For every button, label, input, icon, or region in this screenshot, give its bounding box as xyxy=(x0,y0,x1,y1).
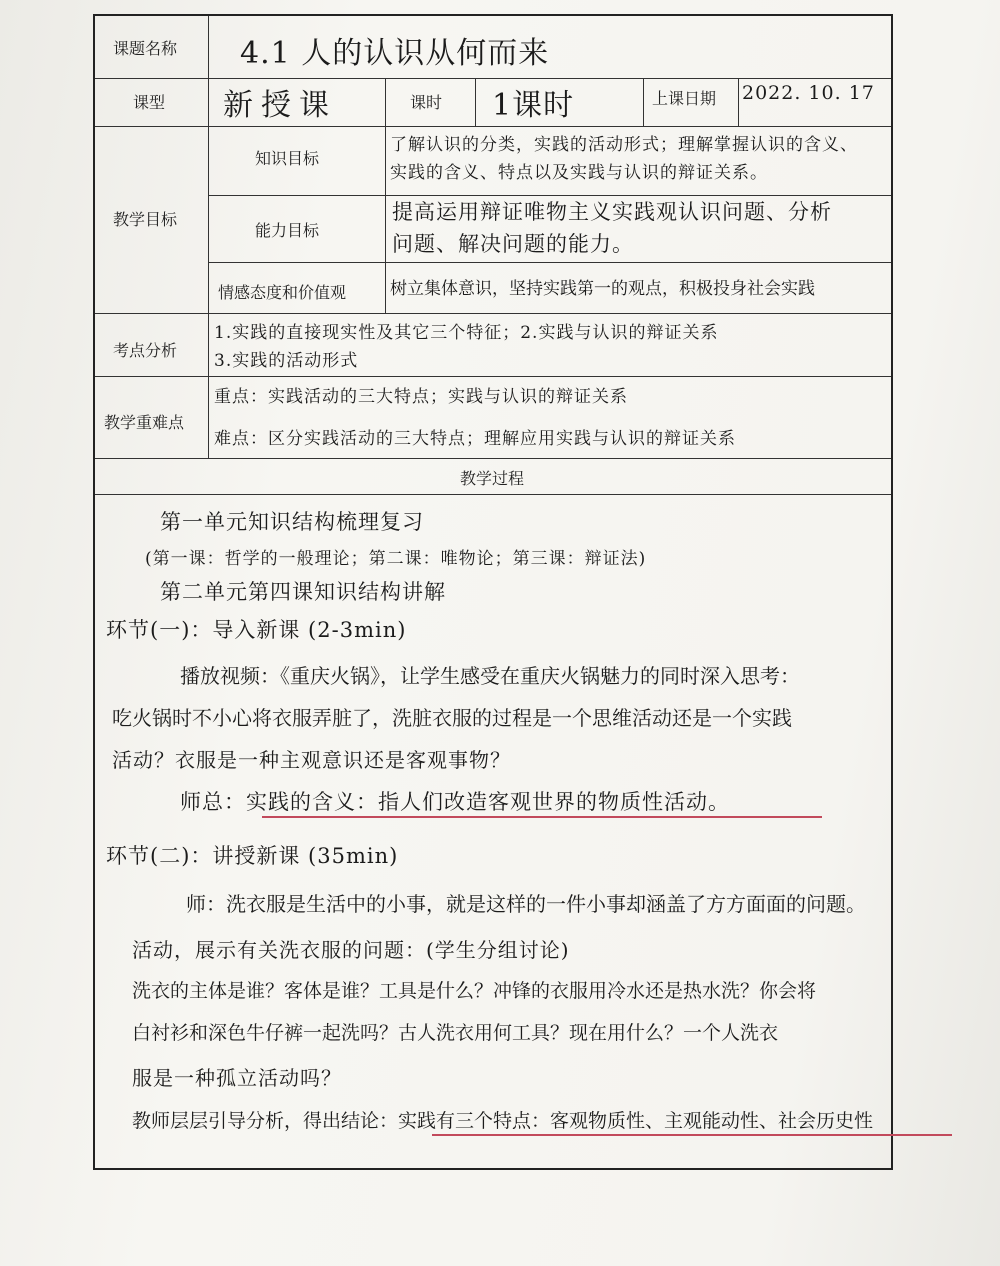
ability-label: 能力目标 xyxy=(255,221,320,240)
emotion-label: 情感态度和价值观 xyxy=(218,283,347,302)
knowledge-line-1: 了解认识的分类，实践的活动形式；理解掌握认识的含义、 xyxy=(390,135,858,155)
column-divider xyxy=(208,16,209,458)
row-divider xyxy=(95,78,891,79)
hours-value: 1课时 xyxy=(492,88,575,123)
column-divider xyxy=(643,78,644,126)
process-line: 服是一种孤立活动吗？ xyxy=(132,1066,342,1090)
highlight-underline xyxy=(262,816,822,818)
ability-line-2: 问题、解决问题的能力。 xyxy=(392,232,634,256)
knowledge-label: 知识目标 xyxy=(255,149,320,168)
process-line: 播放视频：《重庆火锅》，让学生感受在重庆火锅魅力的同时深入思考： xyxy=(180,664,800,688)
knowledge-line-2: 实践的含义、特点以及实践与认识的辩证关系。 xyxy=(390,163,768,183)
row-divider xyxy=(208,262,891,263)
difficult-point: 难点：区分实践活动的三大特点；理解应用实践与认识的辩证关系 xyxy=(214,429,736,449)
row-divider xyxy=(95,494,891,495)
ability-line-1: 提高运用辩证唯物主义实践观认识问题、分析 xyxy=(392,200,832,224)
row-divider xyxy=(95,126,891,127)
type-value: 新授课 xyxy=(223,88,337,123)
exam-line-1: 1.实践的直接现实性及其它三个特征；2.实践与认识的辩证关系 xyxy=(214,323,719,343)
process-line: 吃火锅时不小心将衣服弄脏了，洗脏衣服的过程是一个思维活动还是一个实践 xyxy=(112,706,792,730)
process-line: 教师层层引导分析，得出结论：实践有三个特点：客观物质性、主观能动性、社会历史性 xyxy=(132,1110,874,1132)
topic-value: 4.1 人的认识从何而来 xyxy=(240,36,550,71)
process-line: 活动？衣服是一种主观意识还是客观事物？ xyxy=(112,748,511,772)
process-label: 教学过程 xyxy=(460,469,525,488)
column-divider xyxy=(475,78,476,126)
row-divider xyxy=(95,458,891,459)
column-divider xyxy=(385,126,386,313)
emotion-value: 树立集体意识，坚持实践第一的观点，积极投身社会实践 xyxy=(390,279,815,299)
hours-label: 课时 xyxy=(410,93,443,112)
process-line: 师总：实践的含义：指人们改造客观世界的物质性活动。 xyxy=(180,790,730,814)
process-line: (第一课：哲学的一般理论；第二课：唯物论；第三课：辩证法) xyxy=(145,549,647,569)
focus-label: 教学重难点 xyxy=(104,413,185,432)
process-line: 师：洗衣服是生活中的小事，就是这样的一件小事却涵盖了方方面面的问题。 xyxy=(186,892,866,916)
exam-label: 考点分析 xyxy=(113,341,178,360)
date-label: 上课日期 xyxy=(652,89,717,108)
process-line: 第二单元第四课知识结构讲解 xyxy=(160,580,446,604)
date-value: 2022. 10. 17 xyxy=(742,82,875,104)
exam-line-2: 3.实践的活动形式 xyxy=(214,351,359,371)
row-divider xyxy=(95,313,891,314)
type-label: 课型 xyxy=(133,93,166,112)
process-line: 第一单元知识结构梳理复习 xyxy=(160,510,424,534)
column-divider xyxy=(738,78,739,126)
process-line: 洗衣的主体是谁？客体是谁？工具是什么？冲锋的衣服用冷水还是热水洗？你会将 xyxy=(132,980,817,1002)
process-line: 环节(一)：导入新课 (2-3min) xyxy=(106,618,407,642)
highlight-underline xyxy=(432,1134,952,1136)
objectives-label: 教学目标 xyxy=(113,210,178,229)
process-line: 环节(二)：讲授新课 (35min) xyxy=(106,844,399,868)
process-line: 白衬衫和深色牛仔裤一起洗吗？古人洗衣用何工具？现在用什么？一个人洗衣 xyxy=(132,1022,779,1044)
column-divider xyxy=(385,78,386,126)
process-line: 活动，展示有关洗衣服的问题：(学生分组讨论) xyxy=(132,938,570,962)
key-point: 重点：实践活动的三大特点；实践与认识的辩证关系 xyxy=(214,387,628,407)
row-divider xyxy=(95,376,891,377)
topic-label: 课题名称 xyxy=(113,39,178,58)
